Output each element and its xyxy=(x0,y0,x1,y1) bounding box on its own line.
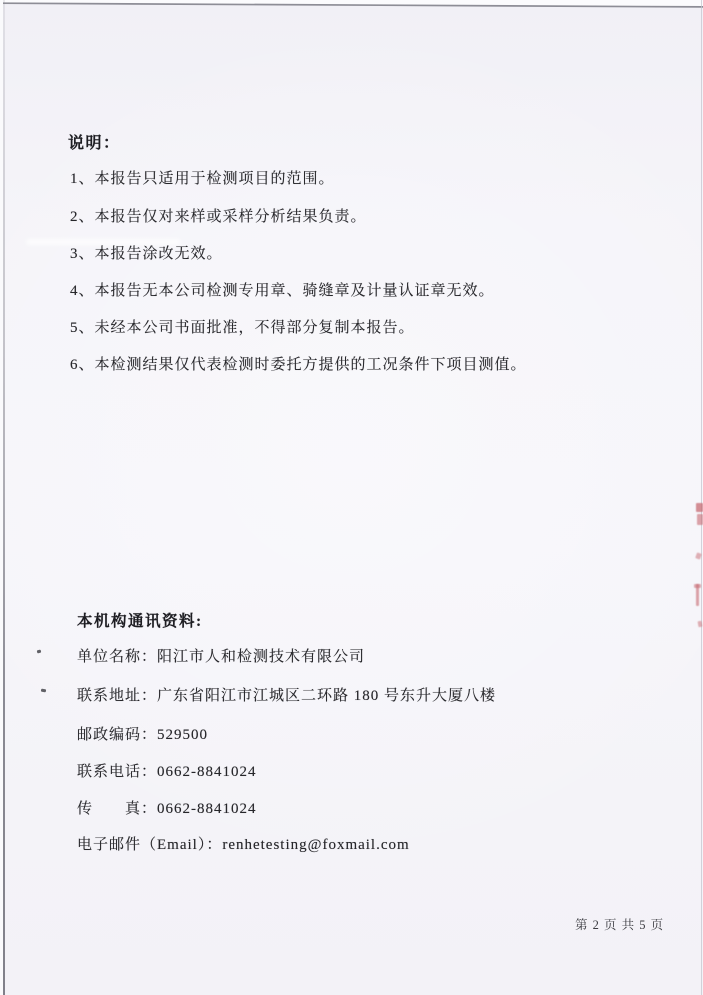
scan-speck xyxy=(37,650,42,654)
note-line-4: 4、本报告无本公司检测专用章、骑缝章及计量认证章无效。 xyxy=(70,283,495,299)
notes-heading: 说明： xyxy=(68,135,121,152)
page-number: 第 2 页 共 5 页 xyxy=(575,918,665,932)
seal-fragment-icon xyxy=(696,503,703,512)
contact-line-email: 电子邮件（Email）：renhetesting@foxmail.com xyxy=(77,837,410,853)
scan-right-edge-line xyxy=(701,0,702,995)
note-line-5: 5、未经本公司书面批准，不得部分复制本报告。 xyxy=(70,320,415,336)
seal-fragment-icon xyxy=(698,621,703,628)
contact-line-postcode: 邮政编码：529500 xyxy=(77,727,209,743)
note-line-6: 6、本检测结果仅代表检测时委托方提供的工况条件下项目测值。 xyxy=(70,357,527,373)
contact-heading: 本机构通讯资料: xyxy=(77,613,203,630)
contact-line-company: 单位名称：阳江市人和检测技术有限公司 xyxy=(77,649,366,665)
seal-fragment-icon xyxy=(697,514,703,525)
note-line-3: 3、本报告涂改无效。 xyxy=(70,246,223,262)
contact-line-address: 联系地址：广东省阳江市江城区二环路 180 号东升大厦八楼 xyxy=(77,688,497,704)
seal-fragment-icon xyxy=(694,584,701,588)
contact-line-fax: 传 真：0662-8841024 xyxy=(77,801,257,817)
scan-speck xyxy=(41,689,46,693)
scan-smudge xyxy=(26,239,181,245)
scan-top-edge xyxy=(0,0,703,12)
contact-line-phone: 联系电话：0662-8841024 xyxy=(77,764,257,780)
note-line-2: 2、本报告仅对来样或采样分析结果负责。 xyxy=(70,209,367,225)
scan-left-edge-line xyxy=(3,0,5,995)
note-line-1: 1、本报告只适用于检测项目的范围。 xyxy=(70,171,335,187)
